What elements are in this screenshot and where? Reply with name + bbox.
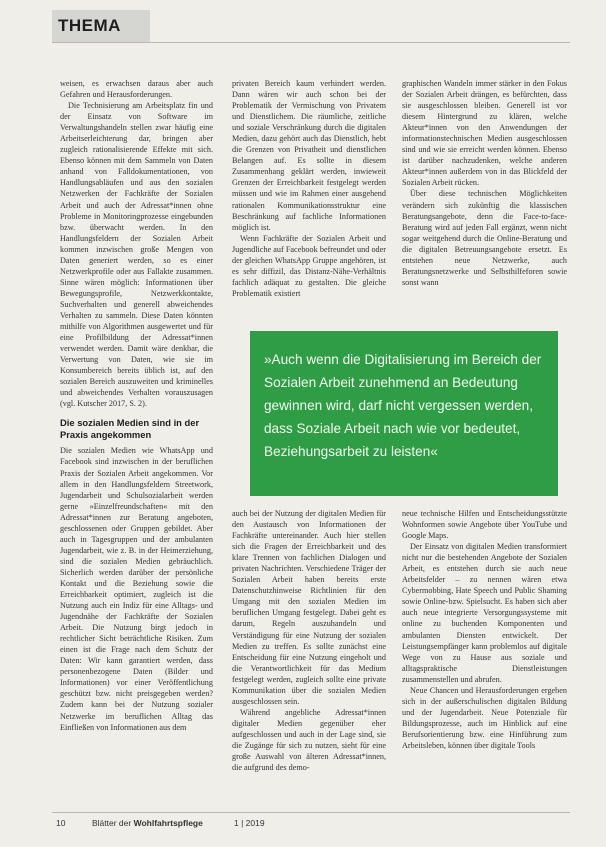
paragraph: Der Einsatz von digitalen Medien transformiert nicht nur die bestehenden Angebote der Sozialen Arbeit, es entstehen durch sie auch neue Arbeitsfelder – zu nennen wären etwa Cybermobbing, Hate Speech und Public Shaming sowie Online-bzw. Spielsucht. Es haben sich aber auch neue integrierte Versorgungssysteme mit online zu buchenden Komponenten und ambulanten Diensten entwickelt. Der Leistungsempfänger kann problemlos auf digitale Wege von zu Hause aus soziale und alltagspraktische Dienstleistungen zusammenstellen und abrufen. (402, 542, 567, 684)
journal-title-prefix: Blätter der (92, 818, 134, 828)
paragraph: Die Technisierung am Arbeitsplatz fin und der Einsatz von Software im Verwaltungshandeln stellen zwar häufig eine Arbeitserleichterung dar, bringen aber zugleich rationalisierende Effekte mit sich. Ebenso können mit dem Sammeln von Daten anhand von Falldokumentationen, von Handlungsabläufen und aus den sozialen Netzwerken der Fachkräfte der Sozialen Arbeit und auch der Adressat*innen ohne Probleme in Monitoringprozesse eingebunden bzw. überwacht werden. In den Handlungsfeldern der Sozialen Arbeit kommen inzwischen große Mengen von Daten generiert werden, so es einer Netzwerkprofile oder aus Fallakte zusammen. Sinne wären möglich: Informationen über Bewegungsprofile, Netzwerkkontakte, Suchverhalten und generell abweichendes Verhalten zu sammeln. Diese Daten könnten mithilfe von Algorithmen ausgewertet und für eine Profilbildung der Adressat*innen verwendet werden. Damit wäre denkbar, die Verwertung von Daten, wie sie im Konsumbereich bereits üblich ist, auf den sozialen Bereich auszuweiten und kriminelles und abweichendes Verhalten vorauszusagen (vgl. Kutscher 2017, S. 2). (60, 101, 213, 409)
paragraph: Über diese technischen Möglichkeiten verändern sich zukünftig die klassischen Beratungsangebote, denn die Face-to-face-Beratung wird auf jeden Fall ergänzt, wenn nicht sogar weitgehend durch die Online-Beratung und die digitalen Betreuungsangebote ersetzt. Es entstehen neue Netzwerke, auch Beratungsnetzwerke und Selbsthilfeforen sowie sonst wann (402, 189, 567, 287)
paragraph: Neue Chancen und Herausforderungen ergeben sich in der außerschulischen digitalen Bildung und der Jugendarbeit. Neue Potenziale für Bildungsprozesse, auch im Hinblick auf eine Berufsorientierung bzw. eine Hinführung zum Arbeitsleben, können über digitale Tools (402, 685, 567, 750)
section-heading: Die sozialen Medien sind in der Praxis angekommen (60, 417, 200, 440)
column-2-bottom (232, 508, 386, 794)
column-1 (60, 78, 213, 794)
paragraph: Während angebliche Adressat*innen digitaler Medien gegenüber eher aufgeschlossen und auch in der Lage sind, sie die Zugänge für sich zu nutzen, sieht für eine große Auswahl von älteren Adressat*innen, die aufgrund des demo- (232, 707, 386, 773)
paragraph: privaten Bereich kaum verhindert werden. Dann wären wir auch schon bei der Problematik der Vermischung von Privatem und Dienstlichem. Die räumliche, zeitliche und soziale Verschränkung durch die digitalen Medien, dazu gehört auch das Dienstlich, hebt die Grenzen von Privatheit und dienstlichen Belangen auf. Es sollte in diesem Zusammenhang geklärt werden, inwieweit Grenzen der Erreichbarkeit festgelegt werden müssen und wie im Rahmen einer ausgehend rationalen Kommunikationsstruktur eine Beschränkung auf fachliche Informationen möglich ist. (232, 79, 386, 232)
paragraph: graphischen Wandeln immer stärker in den Fokus der Sozialen Arbeit drängen, es befürchten, dass sie ausgeschlossen bleiben. Generell ist vor diesem Hintergrund zu klären, welche Akteur*innen von den Anwendungen der informationstechnischen Medien ausgeschlossen sind und wie sie erreicht werden können. Ebenso ist darüber nachzudenken, welche anderen Akteur*innen außerdem von in das Blickfeld der Sozialen Arbeit rücken. (402, 79, 567, 188)
page-number: 10 (56, 818, 66, 828)
footer-divider (52, 812, 570, 813)
issue-number: 1 | 2019 (234, 818, 265, 828)
paragraph: Die sozialen Medien wie WhatsApp und Facebook sind inzwischen in der beruflichen Praxis der Sozialen Arbeit angekommen. Vor allem in den Handlungsfeldern Streetwork, Jugendarbeit und Schulsozialarbeit werden gerne »Einzelfreundschaften« mit den Adressat*innen zur Beratung angeboten, geschlossenen oder Gruppen gebildet. Aber auch in Tagesgruppen und der ambulanten Jugendarbeit, wie z. B. in der Heimerziehung, sind die sozialen Medien gebräuchlich. Sicherlich werden darüber der persönliche Kontakt und die Beziehung sowie die Erreichbarkeit optimiert, zugleich ist die Nutzung auch ein Indiz für eine Alltags- und Jugendnähe der Fachkräfte der Sozialen Arbeit. Die Nutzung birgt jedoch in rechtlicher Sicht beträchtliche Risiken. Zum einen ist die Frage nach dem Schutz der Daten: Wir kann garantiert werden, dass personenbezogene Daten (Bilder und Informationen) vor einer Veröffentlichung geschützt bzw. nicht preisgegeben werden? Zudem kann bei der Nutzung sozialer Netzwerke im beruflichen Alltag das Einfließen von Informationen aus dem (60, 446, 213, 732)
pull-quote: »Auch wenn die Digitalisierung im Bereich der Sozialen Arbeit zunehmend an Bedeutung gewinnen wird, darf nicht vergessen werden, dass Soziale Arbeit nach wie vor bedeutet, Beziehungsarbeit zu leisten« (264, 352, 542, 459)
header-divider (52, 42, 570, 43)
section-title: THEMA (58, 16, 121, 35)
journal-title-bold: Wohlfahrtspflege (133, 818, 203, 828)
paragraph: auch bei der Nutzung der digitalen Medien für den Austausch von Informationen der Fachkräfte untereinander. Auch hier stellen sich die Fragen der Erreichbarkeit und des klare Trennen von fachlichen Dialogen und privaten Nachrichten. Verschiedene Träger der Sozialen Arbeit haben bereits erste Datenschutzhinweise Richtlinien für den Umgang mit den sozialen Medien im beruflichen Umgang festgelegt. Dabei geht es darum, Regeln auszuhandeln und Verständigung für eine Nutzung der sozialen Medien zu treffen. Es sollte zunächst eine Entscheidung für eine Nutzung eingeholt und die Verantwortlichkeit für das Medium festgelegt werden, zugleich sollte eine private Kommunikation über die sozialen Medien ausgeschlossen sein. (232, 509, 386, 706)
column-3-bottom (402, 508, 567, 794)
paragraph: neue technische Hilfen und Entscheidungsstützte Wohnformen sowie Angebote über YouTube und Google Maps. (402, 509, 567, 541)
journal-title (92, 818, 203, 828)
column-3-top (402, 78, 567, 320)
column-2-top (232, 78, 386, 320)
paragraph: weisen, es erwachsen daraus aber auch Gefahren und Herausforderungen. (60, 79, 213, 100)
paragraph: Wenn Fachkräfte der Sozialen Arbeit und Jugendliche auf Facebook befreundet und oder der gleichen WhatsApp Gruppe angehören, ist es sehr diffizil, das Distanz-Nähe-Verhältnis fachlich adäquat zu gestalten. Die gleiche Problematik existiert (232, 233, 386, 298)
